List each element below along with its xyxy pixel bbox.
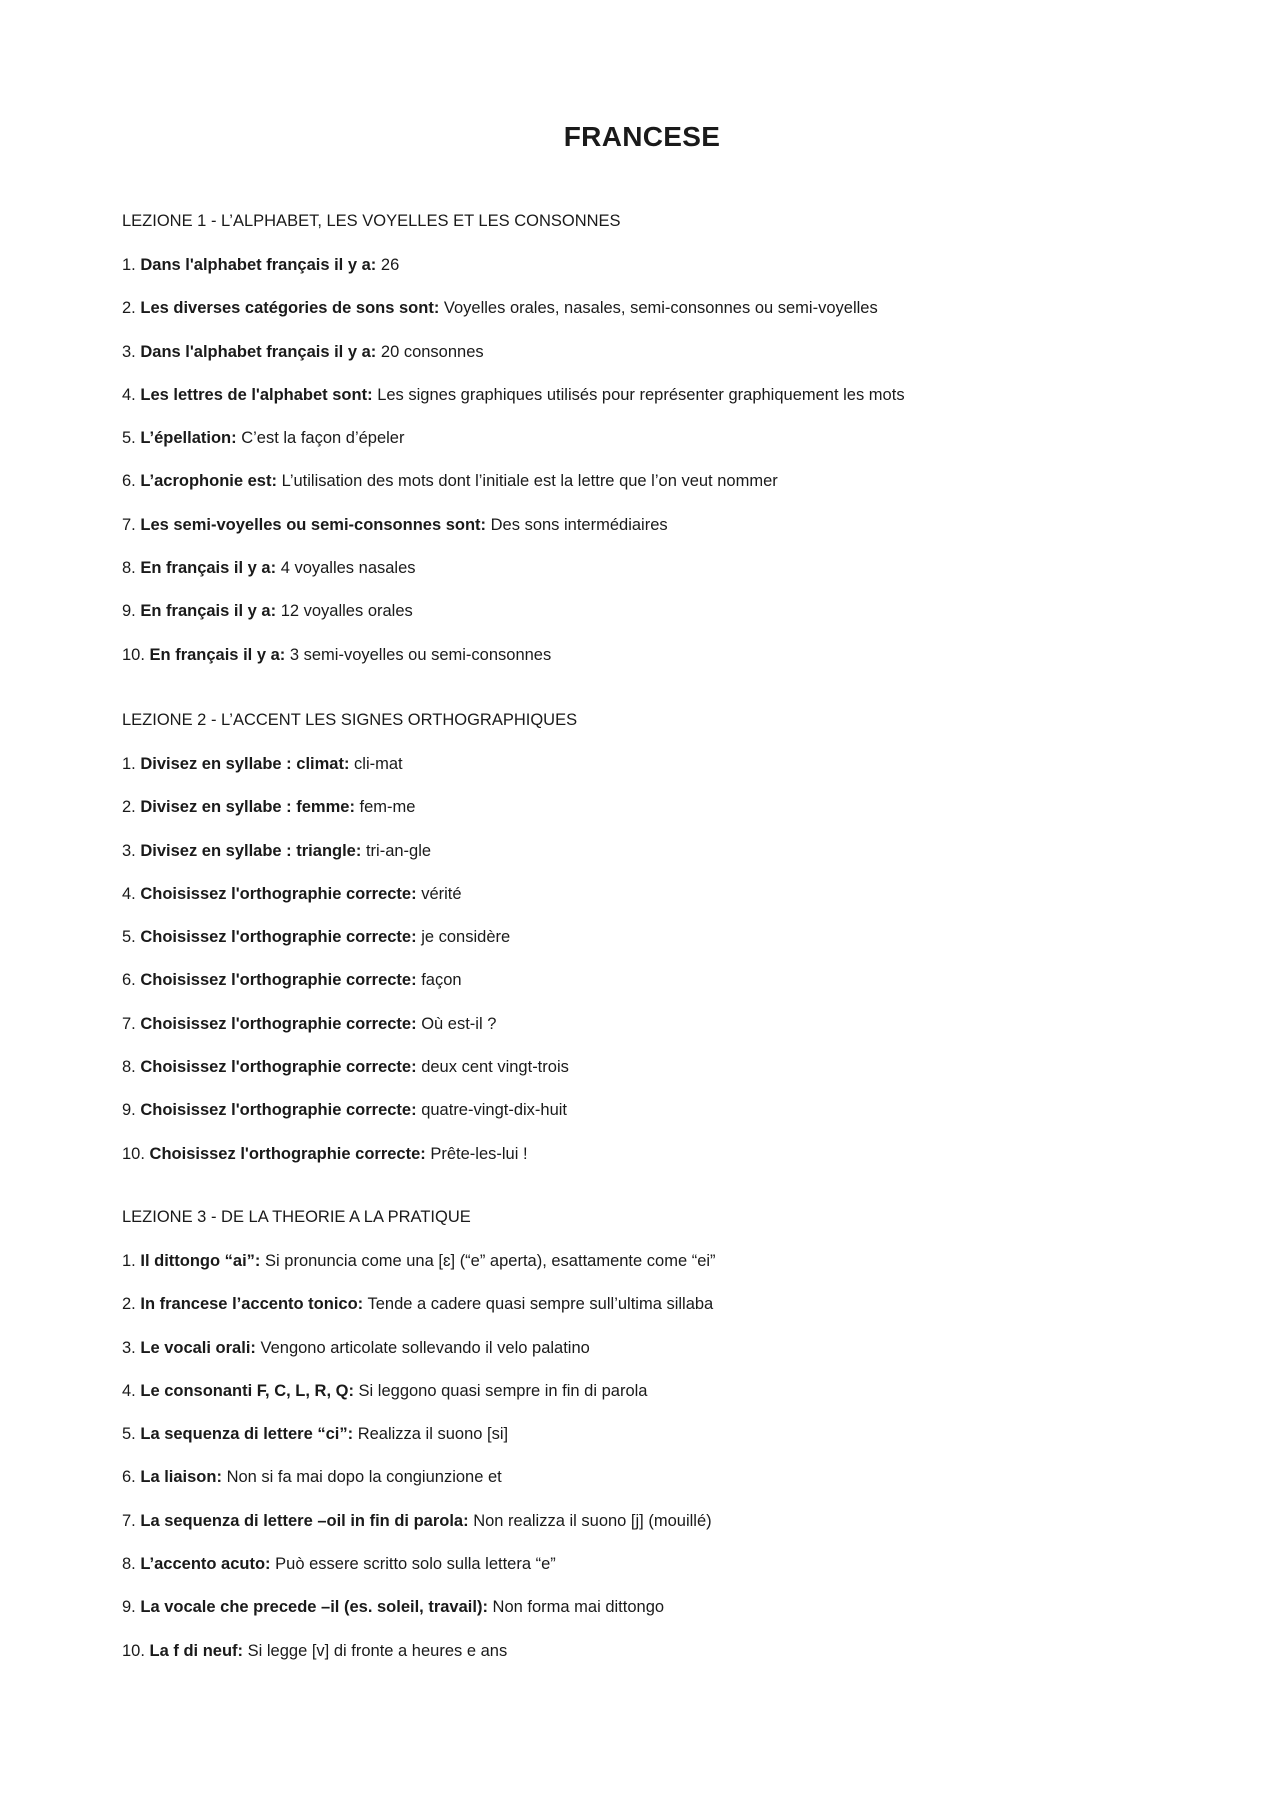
item-answer: Des sons intermédiaires	[490, 515, 668, 534]
item-question: In francese l’accento tonico:	[140, 1295, 364, 1314]
item-question: Dans l'alphabet français il y a:	[140, 342, 377, 361]
item-number: 2.	[122, 798, 136, 817]
item-answer: deux cent vingt-trois	[421, 1058, 569, 1077]
list-item	[122, 1511, 1162, 1554]
item-question: La sequenza di lettere “ci”:	[140, 1425, 354, 1444]
item-question: La vocale che precede –il (es. soleil, travail):	[140, 1598, 488, 1617]
item-answer: Si leggono quasi sempre in fin di parola	[358, 1381, 648, 1400]
list-item	[122, 754, 1162, 797]
item-number: 9.	[122, 1598, 136, 1617]
item-question: Choisissez l'orthographie correcte:	[140, 1014, 417, 1033]
list-item	[122, 428, 1162, 471]
item-number: 5.	[122, 928, 136, 947]
item-question: L’accento acuto:	[140, 1555, 271, 1574]
item-answer: Où est-il ?	[421, 1014, 497, 1033]
item-question: Les semi-voyelles ou semi-consonnes sont:	[140, 515, 487, 534]
item-answer: Les signes graphiques utilisés pour représenter graphiquement les mots	[377, 385, 905, 404]
item-question: Divisez en syllabe : triangle:	[140, 841, 362, 860]
item-answer: 12 voyalles orales	[280, 602, 413, 621]
item-answer: tri-an-gle	[365, 841, 432, 860]
item-number: 6.	[122, 472, 136, 491]
item-number: 10.	[122, 645, 145, 664]
item-question: Choisissez l'orthographie correcte:	[149, 1144, 426, 1163]
item-answer: L’utilisation des mots dont l’initiale est la lettre que l’on veut nommer	[281, 472, 778, 491]
item-answer: quatre-vingt-dix-huit	[421, 1101, 568, 1120]
item-question: Divisez en syllabe : femme:	[140, 798, 355, 817]
list-item	[122, 558, 1162, 601]
item-answer: Può essere scritto solo sulla lettera “e”	[275, 1555, 556, 1574]
list-item	[122, 1100, 1162, 1143]
item-answer: Prête-les-lui !	[430, 1144, 528, 1163]
section-lezione-1	[122, 211, 1162, 688]
item-answer: 4 voyalles nasales	[280, 559, 416, 578]
item-question: La liaison:	[140, 1468, 222, 1487]
item-question: Il dittongo “ai”:	[140, 1252, 261, 1270]
item-answer: 3 semi-voyelles ou semi-consonnes	[289, 645, 552, 664]
item-answer: Non forma mai dittongo	[492, 1598, 665, 1617]
section-lezione-3	[122, 1207, 1162, 1684]
item-number: 6.	[122, 1468, 136, 1487]
item-number: 8.	[122, 559, 136, 578]
item-answer: C’est la façon d’épeler	[241, 429, 405, 448]
list-item	[122, 1057, 1162, 1100]
list-item	[122, 385, 1162, 428]
list-item	[122, 884, 1162, 927]
item-question: Dans l'alphabet français il y a:	[140, 256, 377, 274]
list-item	[122, 515, 1162, 558]
list-item	[122, 298, 1162, 341]
list-item	[122, 471, 1162, 514]
list-item	[122, 601, 1162, 644]
list-item	[122, 841, 1162, 884]
item-number: 8.	[122, 1555, 136, 1574]
item-number: 6.	[122, 971, 136, 990]
item-answer: Tende a cadere quasi sempre sull’ultima sillaba	[367, 1295, 714, 1314]
item-question: L’épellation:	[140, 429, 237, 448]
item-number: 7.	[122, 1511, 136, 1530]
item-question: En français il y a:	[149, 645, 286, 664]
list-item	[122, 927, 1162, 970]
item-question: En français il y a:	[140, 559, 277, 578]
item-number: 7.	[122, 1014, 136, 1033]
item-number: 10.	[122, 1144, 145, 1163]
list-item	[122, 1294, 1162, 1337]
list-item	[122, 1467, 1162, 1510]
item-question: L’acrophonie est:	[140, 472, 277, 491]
section-heading: LEZIONE 3 - DE LA THEORIE A LA PRATIQUE	[122, 1208, 471, 1226]
page-title: FRANCESE	[563, 121, 721, 152]
item-number: 8.	[122, 1058, 136, 1077]
section-heading: LEZIONE 2 - L’ACCENT LES SIGNES ORTHOGRAPHIQUES	[122, 711, 578, 729]
item-question: Choisissez l'orthographie correcte:	[140, 1058, 417, 1077]
item-answer: 26	[380, 256, 400, 274]
item-number: 4.	[122, 1381, 136, 1400]
item-answer: façon	[421, 971, 462, 990]
item-answer: 20 consonnes	[380, 342, 484, 361]
item-number: 7.	[122, 515, 136, 534]
item-answer: vérité	[421, 884, 462, 903]
list-item	[122, 1014, 1162, 1057]
item-answer: Non realizza il suono [j] (mouillé)	[473, 1511, 712, 1530]
item-question: Le consonanti F, C, L, R, Q:	[140, 1381, 354, 1400]
item-question: Choisissez l'orthographie correcte:	[140, 928, 417, 947]
item-answer: Si pronuncia come una [ɛ] (“e” aperta), esattamente come “ei”	[265, 1252, 716, 1270]
item-number: 10.	[122, 1641, 145, 1660]
section-lezione-2	[122, 710, 1162, 1187]
item-answer: je considère	[421, 928, 511, 947]
item-number: 5.	[122, 429, 136, 448]
list-item	[122, 255, 1162, 298]
section-heading: LEZIONE 1 - L’ALPHABET, LES VOYELLES ET LES CONSONNES	[122, 212, 621, 230]
item-answer: cli-mat	[354, 755, 403, 773]
item-question: La sequenza di lettere –oil in fin di parola:	[140, 1511, 469, 1530]
item-question: Choisissez l'orthographie correcte:	[140, 1101, 417, 1120]
list-item	[122, 1381, 1162, 1424]
item-number: 2.	[122, 1295, 136, 1314]
item-question: La f di neuf:	[149, 1641, 244, 1660]
item-answer: Realizza il suono [si]	[357, 1425, 509, 1444]
item-number: 3.	[122, 1338, 136, 1357]
list-item	[122, 1144, 1162, 1187]
list-item	[122, 1338, 1162, 1381]
item-question: Choisissez l'orthographie correcte:	[140, 971, 417, 990]
item-answer: fem-me	[359, 798, 416, 817]
item-number: 9.	[122, 602, 136, 621]
list-item	[122, 1554, 1162, 1597]
item-question: En français il y a:	[140, 602, 277, 621]
item-number: 3.	[122, 342, 136, 361]
item-number: 1.	[122, 755, 136, 773]
item-number: 9.	[122, 1101, 136, 1120]
item-question: Les diverses catégories de sons sont:	[140, 299, 440, 318]
list-item	[122, 970, 1162, 1013]
item-number: 1.	[122, 1252, 136, 1270]
item-question: Le vocali orali:	[140, 1338, 256, 1357]
item-question: Divisez en syllabe : climat:	[140, 755, 350, 773]
item-question: Choisissez l'orthographie correcte:	[140, 884, 417, 903]
list-item	[122, 645, 1162, 688]
list-item	[122, 797, 1162, 840]
item-number: 5.	[122, 1425, 136, 1444]
item-number: 2.	[122, 299, 136, 318]
item-number: 4.	[122, 385, 136, 404]
item-number: 1.	[122, 256, 136, 274]
item-number: 4.	[122, 884, 136, 903]
item-answer: Voyelles orales, nasales, semi-consonnes ou semi-voyelles	[443, 299, 878, 318]
item-question: Les lettres de l'alphabet sont:	[140, 385, 373, 404]
list-item	[122, 342, 1162, 385]
item-answer: Vengono articolate sollevando il velo palatino	[260, 1338, 590, 1357]
list-item	[122, 1597, 1162, 1640]
item-answer: Non si fa mai dopo la congiunzione et	[226, 1468, 502, 1487]
item-number: 3.	[122, 841, 136, 860]
item-answer: Si legge [v] di fronte a heures e ans	[247, 1641, 508, 1660]
list-item	[122, 1424, 1162, 1467]
list-item	[122, 1251, 1162, 1294]
list-item	[122, 1641, 1162, 1684]
